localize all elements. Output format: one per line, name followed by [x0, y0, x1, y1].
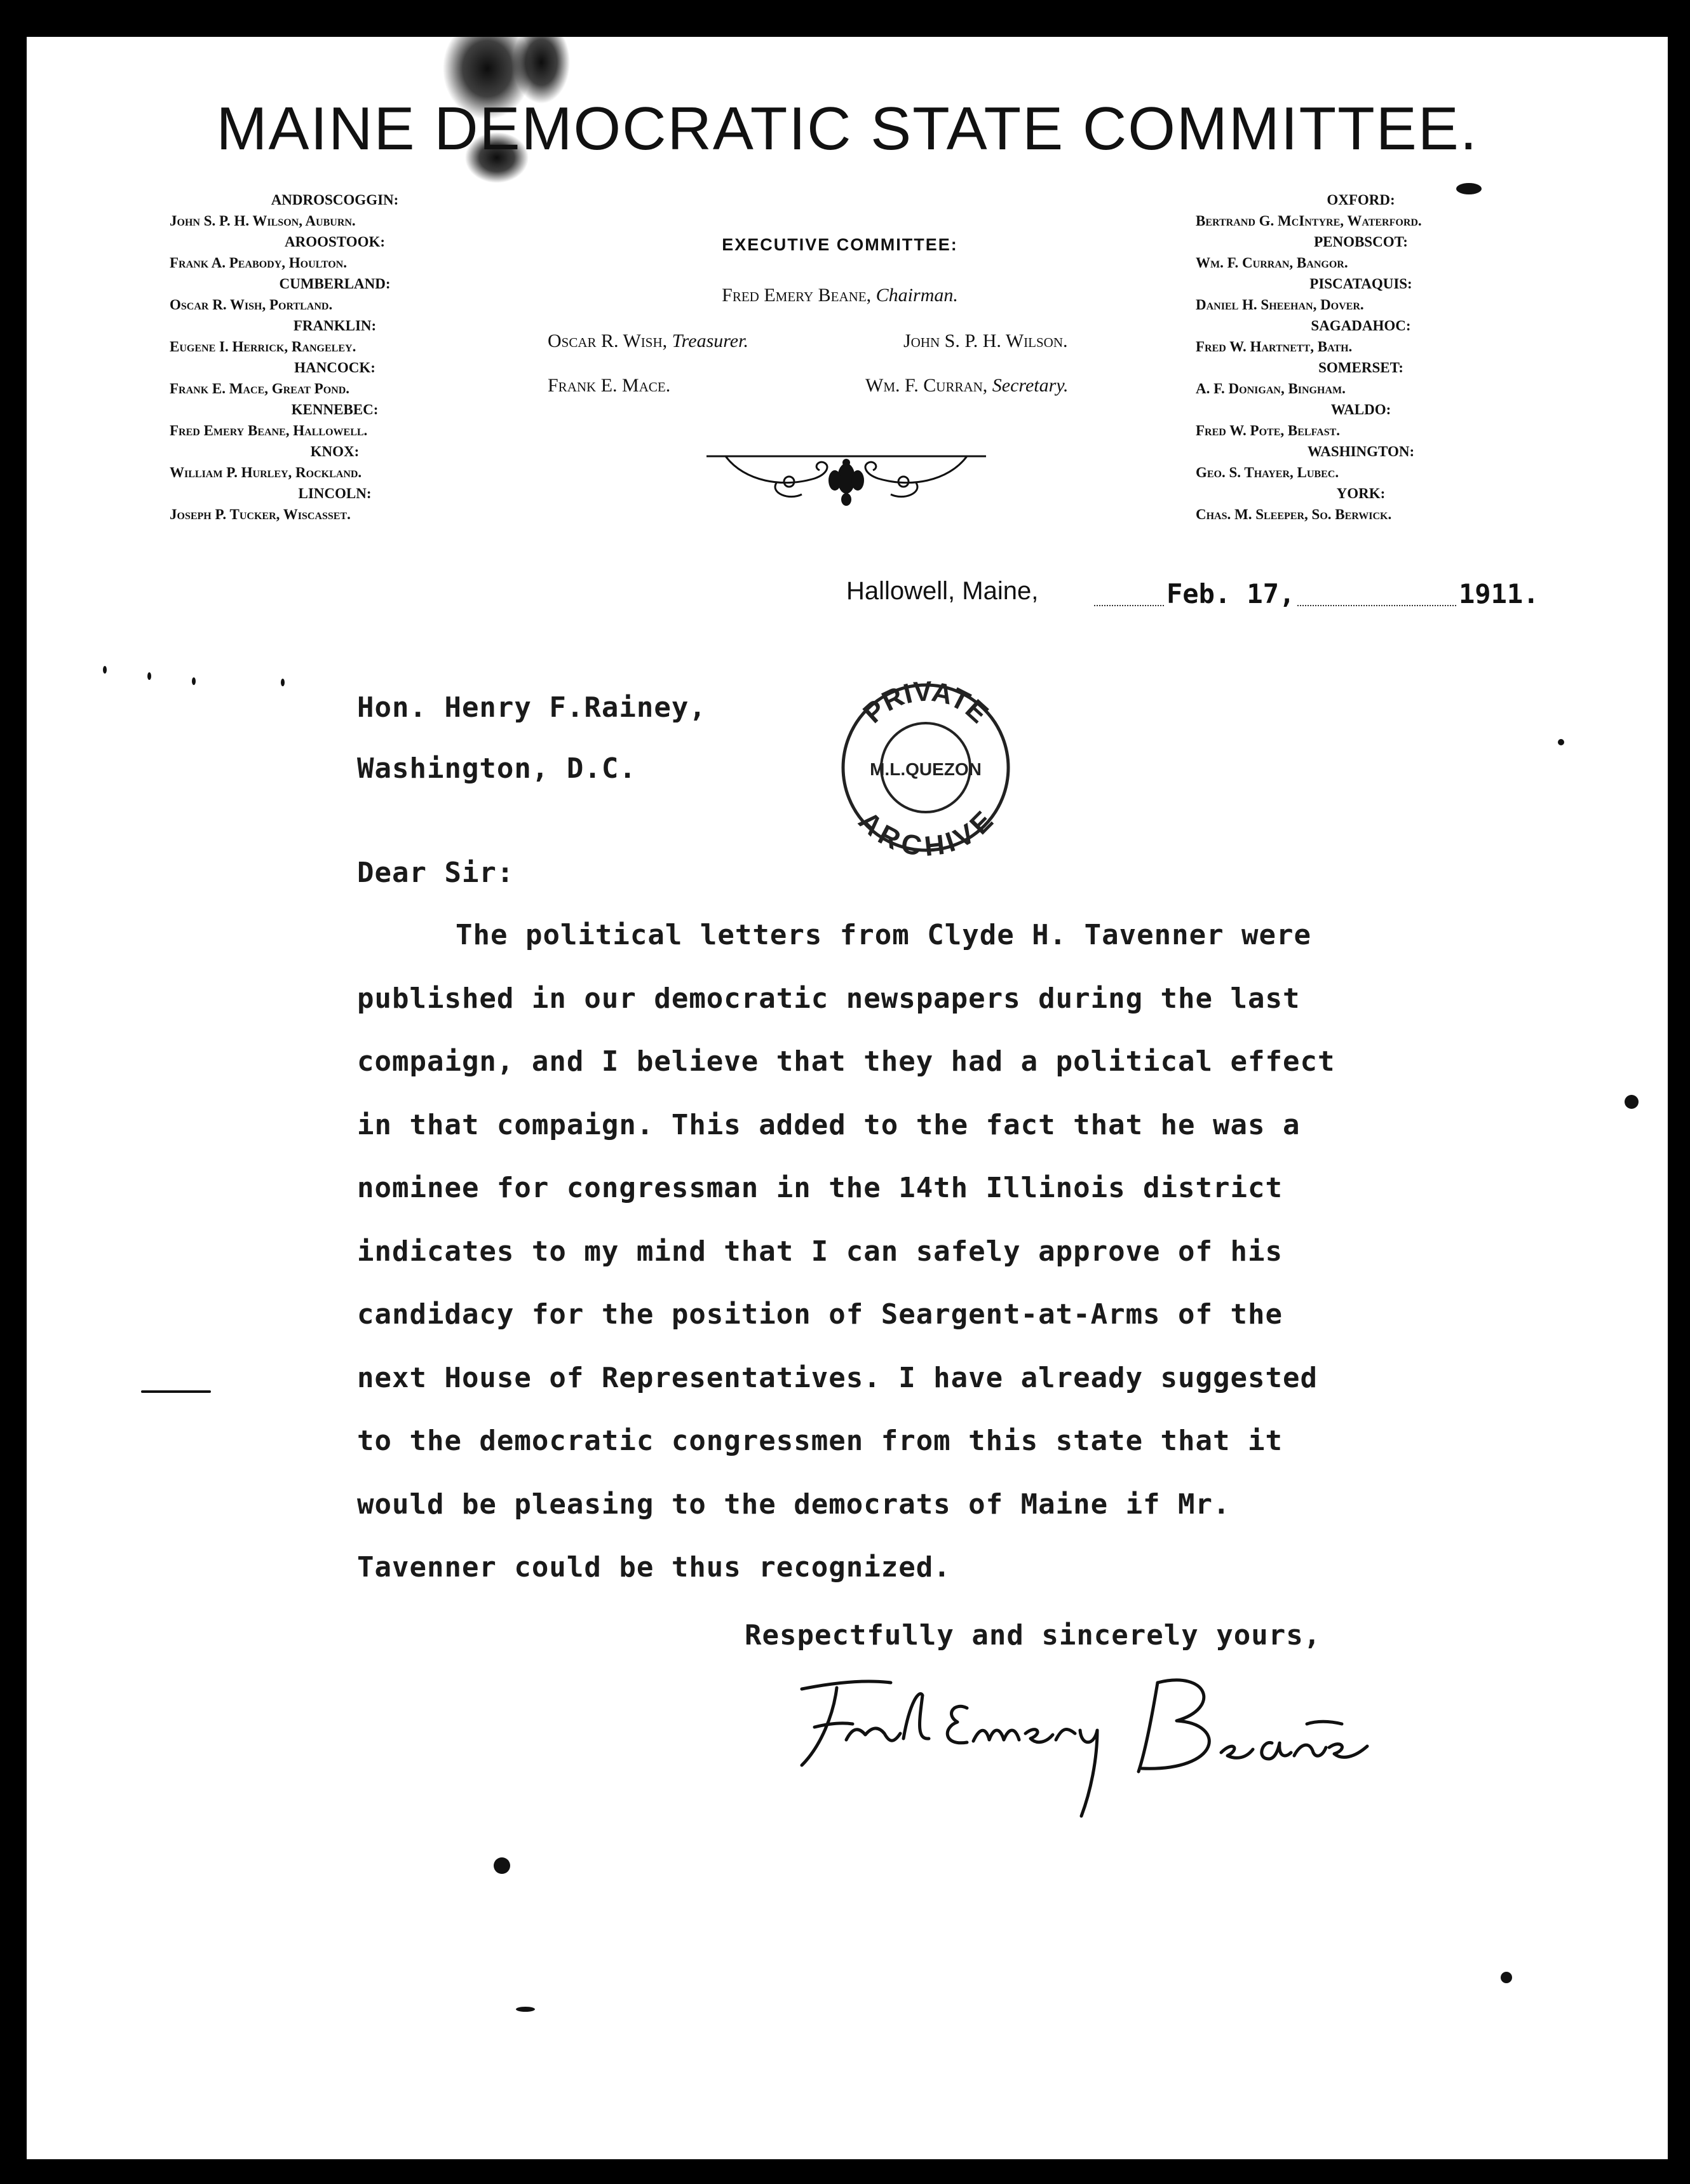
stamp-top-text: PRIVATE [857, 675, 994, 729]
body-line: compaign, and I believe that they had a political effect [357, 1045, 1335, 1078]
county-member: Joseph P. Tucker, Wiscasset. [170, 506, 351, 522]
county-name: HANCOCK: [294, 360, 375, 376]
county-list-right [1196, 189, 1526, 525]
county-name: PENOBSCOT: [1314, 234, 1408, 250]
executive-member-wilson: John S. P. H. Wilson. [903, 330, 1068, 351]
recipient-address: Washington, D.C. [357, 752, 637, 785]
scan-speck [147, 672, 151, 680]
county-name: WALDO: [1330, 402, 1391, 417]
body-line: published in our democratic newspapers during the last [357, 982, 1301, 1015]
county-member: Wm. F. Curran, Bangor. [1196, 255, 1348, 271]
body-line: would be pleasing to the democrats of Maine if Mr. [357, 1488, 1231, 1521]
dateline-date: Feb. 17, [1164, 578, 1297, 609]
county-member: Bertrand G. McIntyre, Waterford. [1196, 213, 1422, 229]
body-line: Tavenner could be thus recognized. [357, 1551, 951, 1584]
county-member: A. F. Donigan, Bingham. [1196, 381, 1346, 397]
county-member: Daniel H. Sheehan, Dover. [1196, 297, 1364, 313]
closing: Respectfully and sincerely yours, [745, 1619, 1322, 1652]
county-name: SOMERSET: [1318, 360, 1403, 376]
county-member: Fred Emery Beane, Hallowell. [170, 423, 368, 438]
executive-treasurer [548, 330, 748, 352]
secretary-role: Secretary. [992, 375, 1069, 396]
salutation: Dear Sir: [357, 857, 515, 889]
county-name: CUMBERLAND: [279, 276, 391, 292]
county-member: Chas. M. Sleeper, So. Berwick. [1196, 506, 1392, 522]
county-member: Oscar R. Wish, Portland. [170, 297, 333, 313]
scan-speck [141, 1390, 211, 1393]
stamp-middle-text: M.L.QUEZON [870, 759, 982, 779]
ornament-divider-icon [700, 444, 992, 513]
executive-chairman [675, 285, 1005, 306]
county-member: Eugene I. Herrick, Rangeley. [170, 339, 356, 355]
scan-speck [192, 677, 196, 685]
scan-speck [516, 2007, 535, 2012]
scan-speck [494, 1857, 510, 1874]
county-name: AROOSTOOK: [284, 234, 386, 250]
county-member: John S. P. H. Wilson, Auburn. [170, 213, 356, 229]
secretary-name: Wm. F. Curran, [865, 375, 988, 396]
executive-secretary [865, 375, 1068, 397]
dateline-year: 1911. [1456, 578, 1541, 609]
county-member: Geo. S. Thayer, Lubec. [1196, 465, 1339, 480]
signature-fred-emery-beane [776, 1664, 1380, 1829]
body-line: next House of Representatives. I have already suggested [357, 1361, 1318, 1394]
recipient-name: Hon. Henry F.Rainey, [357, 691, 706, 724]
body-line: nominee for congressman in the 14th Illinois district [357, 1172, 1283, 1204]
treasurer-role: Treasurer. [672, 330, 748, 351]
county-name: WASHINGTON: [1307, 444, 1415, 459]
county-name: KNOX: [310, 444, 360, 459]
county-member: Frank E. Mace, Great Pond. [170, 381, 349, 397]
executive-member-mace: Frank E. Mace. [548, 375, 671, 396]
county-name: YORK: [1336, 485, 1386, 501]
county-member: Fred W. Pote, Belfast. [1196, 423, 1341, 438]
letter-body [357, 919, 1501, 1615]
archive-stamp [834, 672, 1018, 857]
treasurer-name: Oscar R. Wish, [548, 330, 668, 351]
county-name: ANDROSCOGGIN: [271, 192, 399, 208]
dateline [846, 577, 1539, 615]
county-name: OXFORD: [1327, 192, 1395, 208]
scan-speck [1558, 739, 1564, 745]
scan-speck [281, 679, 285, 686]
chairman-role: Chairman. [875, 285, 958, 306]
county-name: LINCOLN: [298, 485, 372, 501]
scan-speck [1456, 183, 1482, 194]
body-line: in that compaign. This added to the fact that he was a [357, 1108, 1301, 1141]
dateline-place: Hallowell, Maine, [846, 577, 1039, 605]
body-line: to the democratic congressmen from this state that it [357, 1425, 1283, 1457]
executive-committee-heading: EXECUTIVE COMMITTEE: [722, 235, 958, 254]
county-member: William P. Hurley, Rockland. [170, 465, 362, 480]
scan-speck [1501, 1972, 1512, 1983]
letterhead-title: MAINE DEMOCRATIC STATE COMMITTEE. [216, 95, 1478, 163]
county-name: KENNEBEC: [291, 402, 379, 417]
stamp-bottom-text: ARCHIVE [852, 805, 999, 857]
county-member: Frank A. Peabody, Houlton. [170, 255, 347, 271]
county-name: SAGADAHOC: [1311, 318, 1411, 334]
county-member: Fred W. Hartnett, Bath. [1196, 339, 1353, 355]
body-line: candidacy for the position of Seargent-at-Arms of the [357, 1298, 1283, 1331]
county-name: FRANKLIN: [293, 318, 377, 334]
county-name: PISCATAQUIS: [1309, 276, 1412, 292]
scan-speck [103, 666, 107, 674]
scan-speck [1625, 1095, 1639, 1109]
body-line: indicates to my mind that I can safely approve of his [357, 1235, 1283, 1268]
county-list-left [170, 189, 500, 525]
chairman-name: Fred Emery Beane, [722, 285, 872, 306]
letter-sheet [27, 37, 1668, 2159]
body-line: The political letters from Clyde H. Tavenner were [456, 919, 1312, 951]
